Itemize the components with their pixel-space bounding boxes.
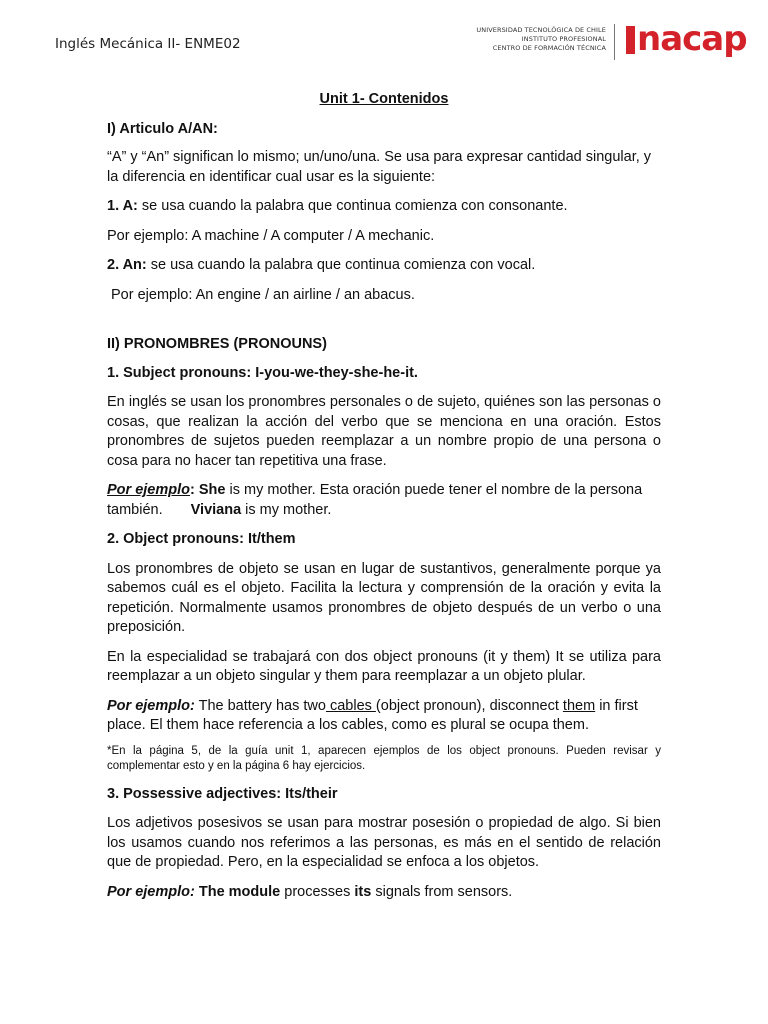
paragraph: Por ejemplo: A machine / A computer / A mechanic. bbox=[107, 227, 435, 244]
paragraph bbox=[107, 883, 661, 903]
institution-line: CENTRO DE FORMACIÓN TÉCNICA bbox=[492, 44, 606, 52]
paragraph: “A” y “An” significan lo mismo; un/uno/una. Se usa para expresar cantidad singular, y la diferencia en identificar cual usar es la siguiente: bbox=[107, 149, 652, 185]
paragraph bbox=[107, 256, 661, 276]
institution-line: INSTITUTO PROFESIONAL bbox=[521, 35, 606, 43]
text: is my mother. bbox=[241, 501, 332, 518]
text: Viviana bbox=[190, 501, 242, 518]
inacap-logo bbox=[626, 19, 750, 64]
text: She bbox=[194, 482, 226, 498]
subsection-heading: 1. Subject pronouns: I-you-we-they-she-he-it. bbox=[107, 364, 418, 381]
text: se usa cuando la palabra que continua comienza con vocal. bbox=[146, 257, 536, 273]
text: processes bbox=[280, 883, 355, 900]
label: 1. A: bbox=[107, 198, 138, 214]
text: se usa cuando la palabra que continua comienza con consonante. bbox=[137, 198, 568, 214]
text: The battery has two bbox=[194, 697, 326, 714]
paragraph bbox=[107, 481, 661, 520]
paragraph bbox=[107, 697, 661, 736]
page-title: Unit 1- Contenidos bbox=[319, 91, 449, 107]
text: is my mother. Esta oración puede tener el nombre de la persona también. bbox=[107, 482, 643, 518]
text: : bbox=[190, 482, 195, 498]
paragraph: Los pronombres de objeto se usan en lugar de sustantivos, generalmente porque ya sabemos cuál es el objeto. Facilita la lectura y comprensión de la oración y evita la repetición. Normalmente usamos pronombres de objeto después de un verbo o una preposición. bbox=[107, 560, 661, 635]
footnote: *En la página 5, de la guía unit 1, aparecen ejemplos de los object pronouns. Pueden revisar y complementar esto y en la página 6 hay ejercicios. bbox=[107, 744, 661, 772]
label: Por ejemplo: bbox=[107, 883, 195, 900]
course-header: Inglés Mecánica II- ENME02 bbox=[55, 36, 241, 52]
label: 2. An: bbox=[107, 257, 147, 273]
paragraph: En inglés se usan los pronombres personales o de sujeto, quiénes son las personas o cosas, que realizan la acción del verbo que se menciona en una oración. Estos pronombres de sujetos pueden reemplazar a un nombre propio de una persona o cosa para no hacer tan repetitiva una frase. bbox=[107, 394, 661, 469]
logo-mark-icon bbox=[626, 26, 635, 54]
text: its bbox=[354, 883, 372, 900]
label: Por ejemplo bbox=[107, 482, 190, 498]
paragraph: En la especialidad se trabajará con dos object pronouns (it y them) It se utiliza para reemplazar a un objeto singular y them para reemplazar a un objeto plular. bbox=[107, 648, 661, 684]
subsection-heading: 2. Object pronouns: It/them bbox=[107, 531, 296, 547]
institution-line: UNIVERSIDAD TECNOLÓGICA DE CHILE bbox=[476, 26, 606, 34]
logo-divider bbox=[614, 24, 615, 60]
institution-lines bbox=[470, 26, 606, 53]
text: in first place. El them hace referencia a los cables, como es plural se ocupa them. bbox=[107, 697, 638, 733]
label: Por ejemplo: bbox=[107, 697, 195, 714]
section-heading: I) Articulo A/AN: bbox=[107, 120, 218, 137]
paragraph: Por ejemplo: An engine / an airline / an abacus. bbox=[111, 286, 415, 303]
document-body bbox=[107, 90, 661, 902]
paragraph: Los adjetivos posesivos se usan para mostrar posesión o propiedad de algo. Si bien los usamos cuando nos referimos a las personas, es más en el sentido de relación que de propiedad. Pero, en la especialidad se enfoca a los objetos. bbox=[107, 815, 661, 870]
text: them bbox=[562, 697, 596, 714]
text: The module bbox=[194, 883, 281, 900]
text: (object pronoun), disconnect bbox=[375, 697, 563, 714]
text: cables bbox=[325, 697, 376, 714]
text: signals from sensors. bbox=[371, 883, 513, 900]
subsection-heading: 3. Possessive adjectives: Its/their bbox=[107, 785, 338, 802]
logo-text: nacap bbox=[637, 19, 747, 59]
paragraph bbox=[107, 197, 661, 217]
section-heading: II) PRONOMBRES (PRONOUNS) bbox=[107, 336, 327, 352]
